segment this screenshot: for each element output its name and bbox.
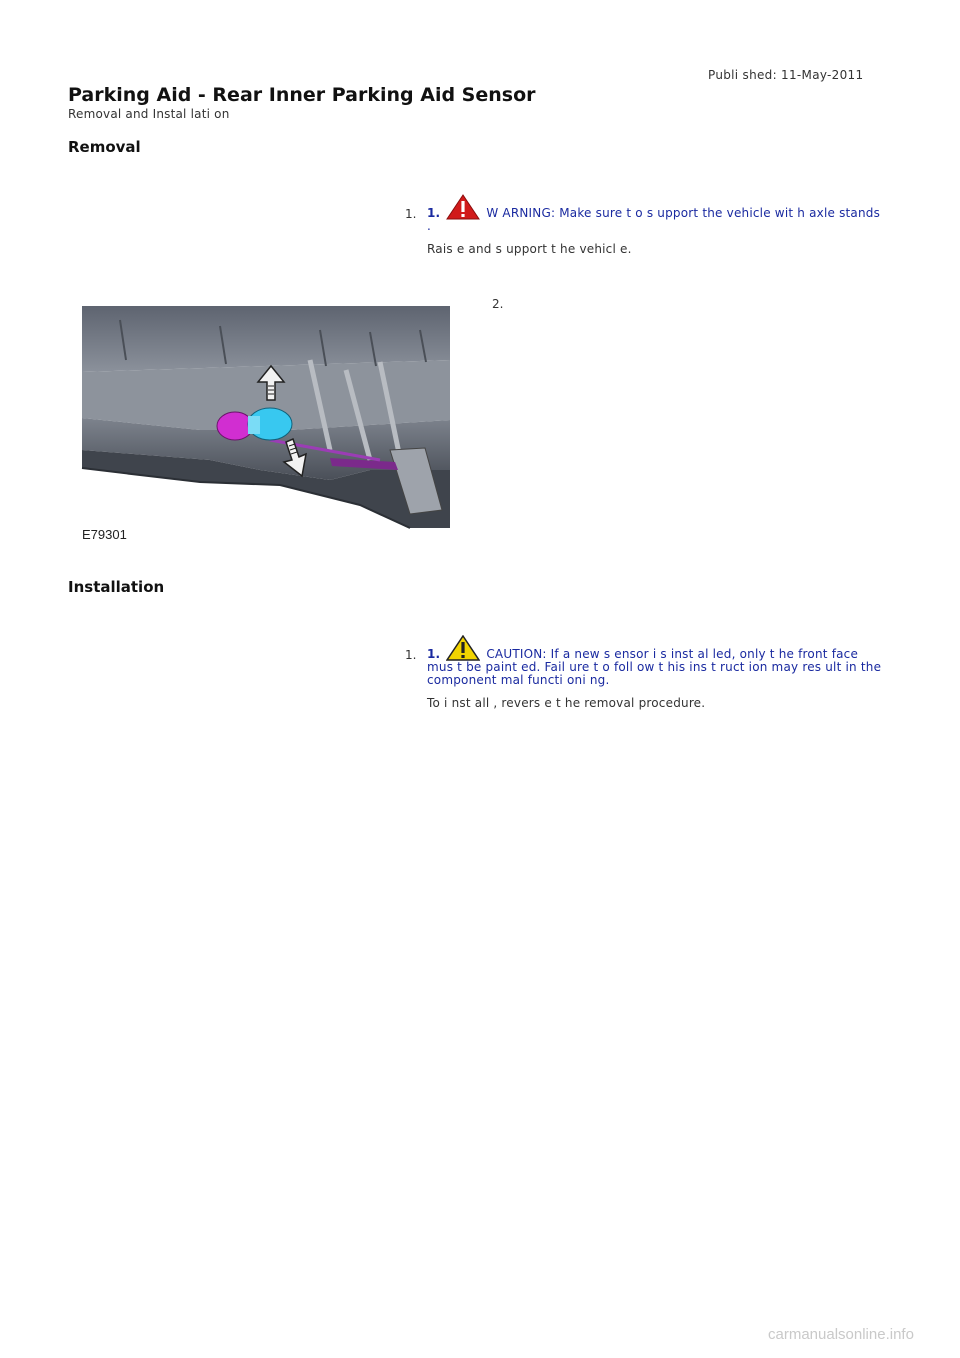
watermark: carmanualsonline.info xyxy=(768,1326,914,1343)
caution-lead-text: CAUTION: If a new s ensor i s inst al led, only t he front face mus t be paint ed. Fail ure t o foll ow t his ins t ruct ion may res ult in the component mal functi oni ng. xyxy=(427,647,882,687)
warning-lead-text: W ARNING: Make sure t o s upport the vehicle wit h axle stands . xyxy=(427,206,881,233)
removal-heading: Removal xyxy=(68,138,141,156)
page-subtitle: Removal and Instal lati on xyxy=(68,107,230,121)
warning-text xyxy=(427,194,887,233)
caution-step-number: 1. xyxy=(427,647,441,661)
installation-heading: Installation xyxy=(68,578,165,596)
warning-icon xyxy=(446,194,480,220)
removal-step-1-number: 1. xyxy=(405,207,417,221)
installation-step-1 xyxy=(427,635,887,710)
figure-label: E79301 xyxy=(82,527,127,542)
removal-step-2-number: 2. xyxy=(492,297,504,311)
installation-step-1-body: To i nst all , revers e t he removal procedure. xyxy=(427,696,706,710)
caution-text xyxy=(427,635,887,687)
warning-step-number: 1. xyxy=(427,206,441,220)
removal-step-1-body: Rais e and s upport t he vehicl e. xyxy=(427,242,632,256)
removal-step-1 xyxy=(427,194,887,256)
page-title: Parking Aid - Rear Inner Parking Aid Sensor xyxy=(68,84,536,106)
published-date: Publi shed: 11-May-2011 xyxy=(708,68,864,82)
installation-step-1-number: 1. xyxy=(405,648,417,662)
caution-icon xyxy=(446,635,480,661)
sensor-removal-illustration xyxy=(80,300,460,545)
